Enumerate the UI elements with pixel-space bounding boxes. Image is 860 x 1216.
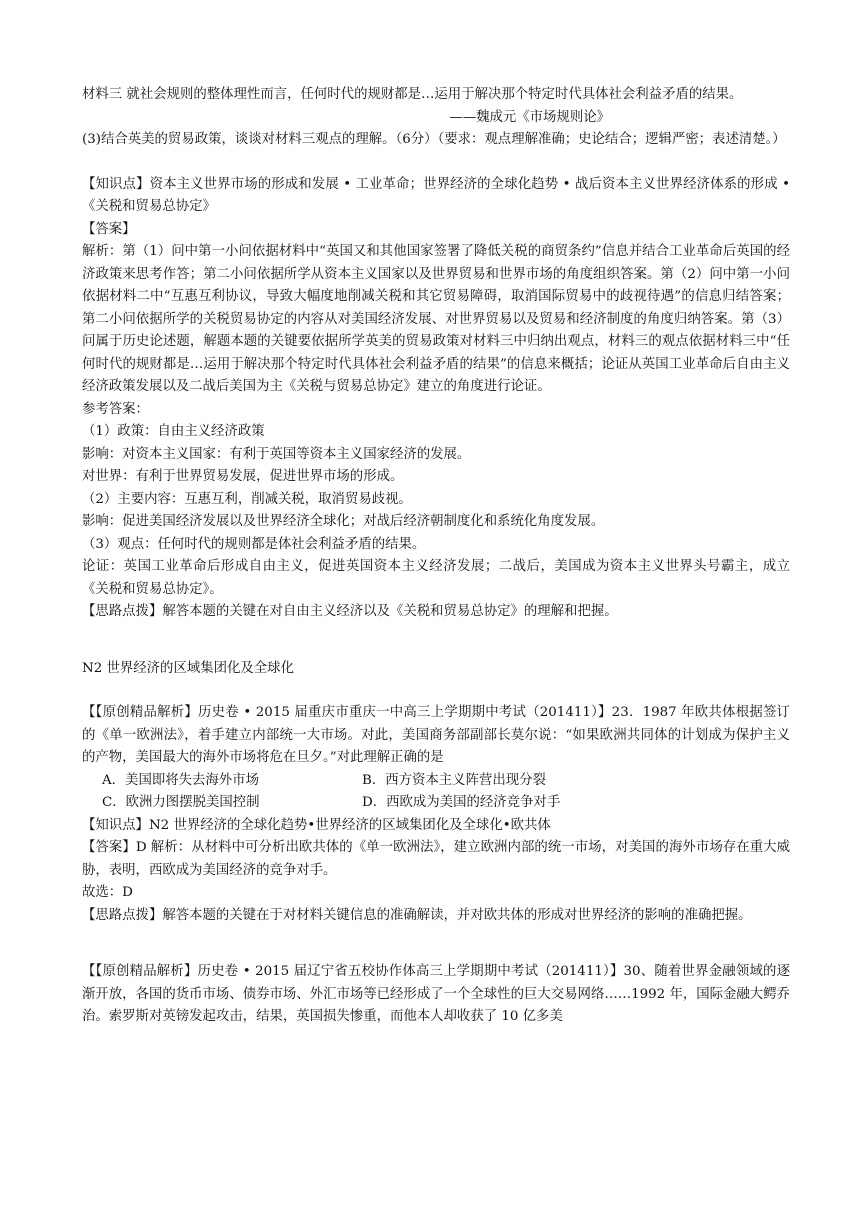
material-three-text: 材料三 就社会规则的整体理性而言，任何时代的规财都是…运用于解决那个特定时代具体社会利益矛盾的结果。: [82, 87, 743, 102]
spacer: [82, 624, 790, 658]
reference-line: 影响：对资本主义国家：有利于英国等资本主义国家经济的发展。: [82, 446, 471, 462]
question-23-stem: 【【原创精品解析】历史卷 • 2015 届重庆市重庆一中高三上学期期中考试（201411）】23．1987 年欧共体根据签订的《单一欧洲法》，着手建立内部统一大市场。对此，美国商务部副部长莫尔说：“如果欧洲共同体的计划成为保护主义的产物，美国最大的海外市场将危在旦夕。”对此理解正确的是: [82, 705, 790, 765]
question-23-tip: 【思路点拨】解答本题的关键在于对材料关键信息的准确解读，并对欧共体的形成对世界经济的影响的准确把握。: [82, 907, 752, 923]
spacer: [82, 927, 790, 961]
option-b: B．西方资本主义阵营出现分裂: [362, 772, 546, 788]
analysis-explanation: 解析：第（1）问中第一小问依据材料中“英国又和其他国家签署了降低关税的商贸条约”信息并结合工业革命后英国的经济政策来思考作答；第二小问依据所学从资本主义国家以及世界贸易和世界市场的角度组织答案。第（2）问中第一小问依据材料二中“互惠互利协议，导致大幅度地削减关税和其它贸易障碍，取消国际贸易中的歧视待遇”的信息归结答案；第二小问依据所学的关税贸易协定的内容从对美国经济发展、对世界贸易以及贸易和经济制度的角度归纳答案。第（3）问属于历史论述题，解题本题的关键要依据所学英美的贸易政策对材料三中归纳出观点，材料三的观点依据材料三中“任何时代的规财都是…运用于解决那个特定时代具体社会利益矛盾的结果”的信息来概括；论证从英国工业革命后自由主义经济政策发展以及二战后美国为主《关税与贸易总协定》建立的角度进行论证。: [82, 244, 790, 394]
reference-answer-label: 参考答案：: [82, 401, 149, 417]
thinking-tip: 【思路点拨】解答本题的关键在对自由主义经济以及《关税和贸易总协定》的理解和把握。: [82, 604, 618, 619]
option-c: C．欧洲力图摆脱美国控制: [102, 795, 260, 810]
options-row: [82, 792, 790, 815]
spacer: [82, 680, 790, 702]
material-three-source: ——魏成元《市场规则论》: [449, 109, 610, 125]
question-23-choice: 故选：D: [82, 885, 133, 900]
option-a: A．美国即将失去海外市场: [102, 772, 259, 788]
question-23-knowledge: 【知识点】N2 世界经济的全球化趋势•世界经济的区域集团化及全球化•欧共体: [82, 817, 551, 833]
options-row: [82, 770, 790, 793]
reference-line: 对世界：有利于世界贸易发展，促进世界市场的形成。: [82, 469, 404, 484]
section-title: N2 世界经济的区域集团化及全球化: [82, 660, 294, 676]
answer-label: 【答案】: [82, 221, 136, 237]
reference-line: 论证：英国工业革命后形成自由主义，促进英国资本主义经济发展；二战后，美国成为资本主义世界头号霸主，成立《关税和贸易总协定》。: [82, 559, 790, 597]
reference-line: （2）主要内容：互惠互利，削减关税，取消贸易歧视。: [82, 491, 412, 507]
reference-line: 影响：促进美国经济发展以及世界经济全球化；对战后经济朝制度化和系统化角度发展。: [82, 514, 605, 529]
option-d: D．西欧成为美国的经济竞争对手: [362, 795, 561, 810]
document-page: [82, 84, 790, 1029]
knowledge-point: 【知识点】资本主义世界市场的形成和发展 • 工业革命；世界经济的全球化趋势 • 战后资本主义世界经济体系的形成 • 《关税和贸易总协定》: [82, 176, 790, 214]
spacer: [82, 152, 790, 174]
reference-line: （3）观点：任何时代的规则都是体社会利益矛盾的结果。: [82, 536, 426, 552]
question-23-answer: 【答案】D 解析：从材料中可分析出欧共体的《单一欧洲法》，建立欧洲内部的统一市场，对美国的海外市场存在重大威胁，表明，西欧成为美国经济的竞争对手。: [82, 840, 790, 878]
question-three: (3)结合英美的贸易政策，谈谈对材料三观点的理解。（6分）（要求：观点理解准确；史论结合；逻辑严密；表述清楚。）: [82, 132, 786, 147]
reference-line: （1）政策：自由主义经济政策: [82, 424, 265, 439]
question-30-stem: 【【原创精品解析】历史卷 • 2015 届辽宁省五校协作体高三上学期期中考试（201411）】30、随着世界金融领域的逐渐开放，各国的货币市场、债券市场、外汇市场等已经形成了一个全球性的巨大交易网络……1992 年，国际金融大鳄乔治。索罗斯对英镑发起攻击，结果，英国损失惨重，而他本人却收获了 10 亿多美: [82, 964, 790, 1024]
